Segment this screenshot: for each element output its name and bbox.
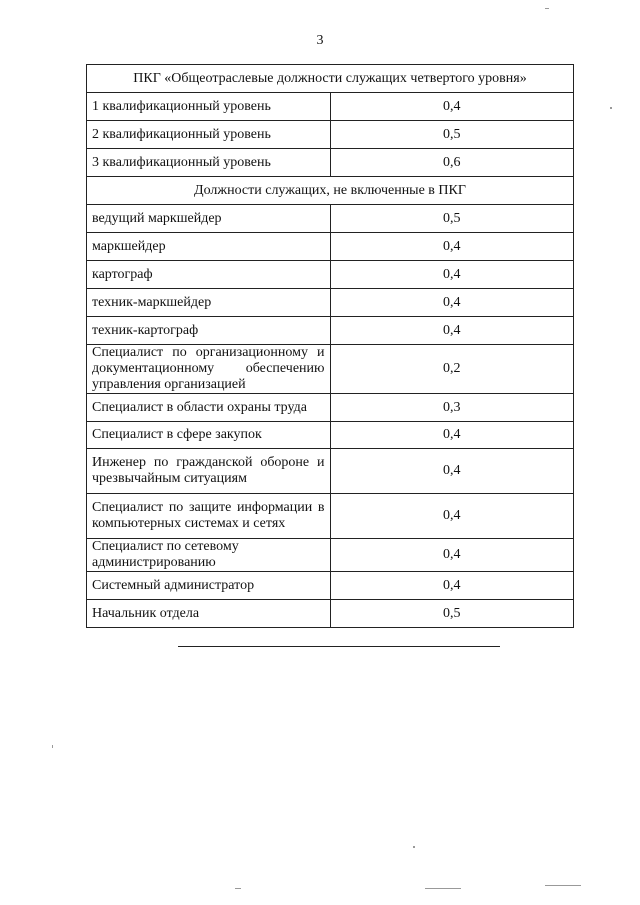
table-row <box>87 289 574 317</box>
table-row <box>87 449 574 494</box>
table-row <box>87 494 574 539</box>
table-row <box>87 394 574 422</box>
table-group-header-row <box>87 177 574 205</box>
position-name: 2 квалификационный уровень <box>87 121 331 149</box>
position-name: Начальник отдела <box>87 600 331 628</box>
scan-speck <box>235 888 241 889</box>
position-name: картограф <box>87 261 331 289</box>
closing-rule <box>178 646 500 647</box>
position-name: маркшейдер <box>87 233 331 261</box>
table-row <box>87 317 574 345</box>
table-row <box>87 539 574 572</box>
position-name: Системный администратор <box>87 572 331 600</box>
position-name: ведущий маркшейдер <box>87 205 331 233</box>
table-group-header-row <box>87 65 574 93</box>
table-row <box>87 121 574 149</box>
group-header-not-in-pkg: Должности служащих, не включенные в ПКГ <box>87 177 574 205</box>
position-name: техник-картограф <box>87 317 331 345</box>
scan-speck <box>413 846 415 848</box>
position-name: 3 квалификационный уровень <box>87 149 331 177</box>
position-name: Инженер по гражданской обороне и чрезвычайным ситуациям <box>87 449 331 494</box>
coefficient-value: 0,2 <box>330 345 574 394</box>
coefficient-value: 0,4 <box>330 289 574 317</box>
scan-speck <box>610 107 612 109</box>
table-row <box>87 149 574 177</box>
coefficient-value: 0,5 <box>330 205 574 233</box>
table-row <box>87 205 574 233</box>
position-name: 1 квалификационный уровень <box>87 93 331 121</box>
position-name: Специалист по защите информации в компьютерных системах и сетях <box>87 494 331 539</box>
scan-speck <box>425 888 461 889</box>
position-name: Специалист по сетевому администрированию <box>87 539 331 572</box>
coefficient-value: 0,3 <box>330 394 574 422</box>
coefficient-value: 0,4 <box>330 539 574 572</box>
table-row <box>87 233 574 261</box>
coefficient-value: 0,4 <box>330 233 574 261</box>
scan-speck <box>545 8 549 9</box>
coefficient-value: 0,4 <box>330 317 574 345</box>
coefficient-value: 0,4 <box>330 449 574 494</box>
position-name: техник-маркшейдер <box>87 289 331 317</box>
scan-speck <box>545 885 581 886</box>
coefficient-value: 0,6 <box>330 149 574 177</box>
coefficient-value: 0,4 <box>330 93 574 121</box>
position-name: Специалист по организационному и документационному обеспечению управления организацией <box>87 345 331 394</box>
table-row <box>87 600 574 628</box>
position-name: Специалист в области охраны труда <box>87 394 331 422</box>
table-row <box>87 572 574 600</box>
coefficient-value: 0,4 <box>330 261 574 289</box>
table-row <box>87 345 574 394</box>
coefficient-value: 0,5 <box>330 600 574 628</box>
page-number: 3 <box>316 33 324 48</box>
position-name: Специалист в сфере закупок <box>87 422 331 449</box>
table-row <box>87 422 574 449</box>
coefficients-table <box>86 64 574 628</box>
scan-speck <box>52 745 53 748</box>
table-row <box>87 93 574 121</box>
table-row <box>87 261 574 289</box>
group-header-pkg-level4: ПКГ «Общеотраслевые должности служащих четвертого уровня» <box>87 65 574 93</box>
coefficient-value: 0,4 <box>330 494 574 539</box>
coefficient-value: 0,4 <box>330 572 574 600</box>
coefficient-value: 0,5 <box>330 121 574 149</box>
coefficient-value: 0,4 <box>330 422 574 449</box>
